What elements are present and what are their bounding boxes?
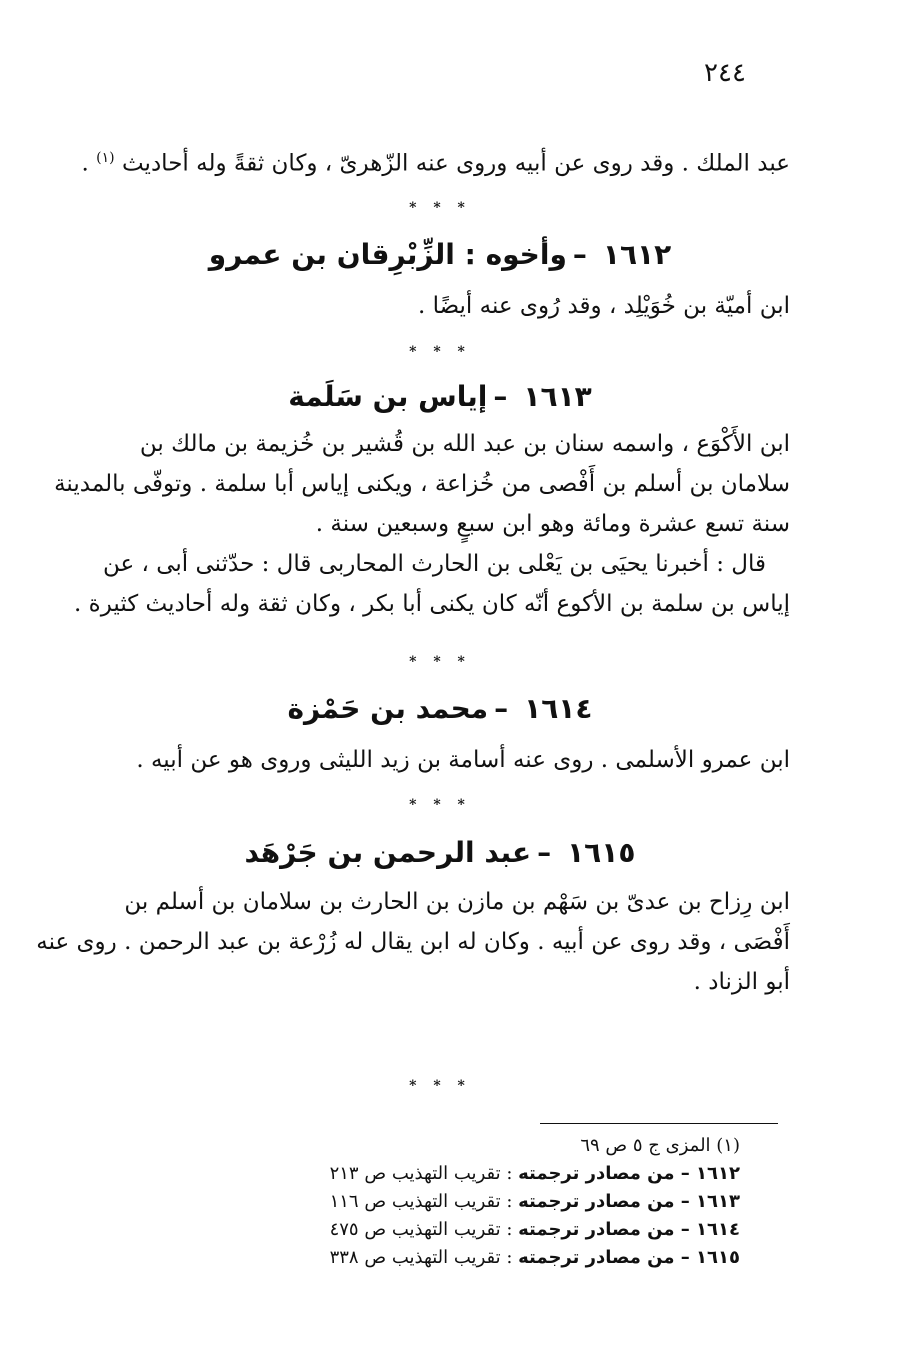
intro-end: . (81, 150, 97, 177)
body-line: ابن رِزاح بن عدىّ بن سَهْم بن مازن بن الحارث بن سلامان بن أسلم بن (124, 889, 790, 915)
entry-number: ١٦١٥ (567, 836, 636, 869)
entry-title: محمد بن حَمْزة (287, 692, 489, 725)
body-line: سلامان بن أسلم بن أَفْصى من خُزاعة ، ويكنى إياس أبا سلمة . وتوفّى بالمدينة (54, 471, 790, 497)
footnote-text: : تقريب التهذيب ص ٤٧٥ (329, 1219, 519, 1240)
footnote-line: ١٦١٢ – من مصادر ترجمته : تقريب التهذيب ص ٢١٣ (329, 1163, 740, 1184)
body-line: ابن الأَكْوَع ، واسمه سنان بن عبد الله بن قُشير بن خُزيمة بن مالك بن (139, 431, 790, 457)
body-line: قال : أخبرنا يحيَى بن يَعْلى بن الحارث المحاربى قال : حدّثنى أبى ، عن (102, 551, 766, 577)
footnote-rule (540, 1123, 778, 1124)
footnote-line: ١٦١٥ – من مصادر ترجمته : تقريب التهذيب ص ٣٣٨ (329, 1247, 740, 1268)
entry-heading: ١٦١٢–وأخوه : الزِّبْرِقان بن عمرو (208, 238, 672, 271)
body-line: ابن أميّة بن خُوَيْلِد ، وقد رُوى عنه أيضًا . (417, 293, 790, 319)
separator-stars: * * * (409, 654, 471, 670)
footnote-label: من مصادر ترجمته (518, 1247, 675, 1268)
entry-title: إياس بن سَلَمة (288, 380, 488, 413)
separator-stars: * * * (409, 344, 471, 360)
separator-stars: * * * (409, 200, 471, 216)
page-number: ٢٤٤ (704, 58, 746, 88)
footnote-number: ١٦١٣ (696, 1191, 740, 1212)
entry-heading: ١٦١٥–عبد الرحمن بن جَرْهَد (244, 836, 636, 869)
footnote-text: : تقريب التهذيب ص ١١٦ (329, 1191, 519, 1212)
entry-number: ١٦١٢ (602, 238, 672, 271)
footnotes (300, 1132, 740, 1272)
separator-stars: * * * (409, 1078, 471, 1094)
separator-stars: * * * (409, 797, 471, 813)
footnote-ref: (١) (96, 150, 115, 166)
entry-title: وأخوه : الزِّبْرِقان بن عمرو (208, 238, 567, 271)
footnote-label: من مصادر ترجمته (518, 1191, 675, 1212)
entry-body (54, 424, 790, 624)
footnote-label: من مصادر ترجمته (518, 1219, 675, 1240)
body-line: إياس بن سلمة بن الأكوع أنّه كان يكنى أبا بكر ، وكان ثقة وله أحاديث كثيرة . (74, 591, 790, 617)
entry-body (90, 740, 790, 780)
entry-body (90, 286, 790, 326)
footnote-number: ١٦١٤ (696, 1219, 740, 1240)
body-line: أَفْصَى ، وقد روى عن أبيه . وكان له ابن يقال له زُرْعة بن عبد الرحمن . روى عنه (36, 929, 790, 955)
body-line: أبو الزناد . (693, 969, 790, 995)
entry-body (36, 882, 790, 1002)
intro-text: عبد الملك . وقد روى عن أبيه وروى عنه الزّهرىّ ، وكان ثقةً وله أحاديث (114, 150, 790, 177)
body-line: ابن عمرو الأسلمى . روى عنه أسامة بن زيد الليثى وروى هو عن أبيه . (136, 747, 790, 773)
footnote-text: : تقريب التهذيب ص ٣٣٨ (329, 1247, 519, 1268)
intro-paragraph (81, 138, 790, 184)
footnote-line: ١٦١٤ – من مصادر ترجمته : تقريب التهذيب ص ٤٧٥ (329, 1219, 740, 1240)
intro-line (81, 138, 790, 184)
footnote-label: من مصادر ترجمته (518, 1163, 675, 1184)
entry-number: ١٦١٤ (524, 692, 593, 725)
footnote-line: ١٦١٣ – من مصادر ترجمته : تقريب التهذيب ص ١١٦ (329, 1191, 740, 1212)
entry-heading: ١٦١٣–إياس بن سَلَمة (288, 380, 592, 413)
footnote-line: (١) المزى ج ٥ ص ٦٩ (580, 1135, 740, 1156)
footnote-number: ١٦١٥ (696, 1247, 740, 1268)
footnote-number: ١٦١٢ (696, 1163, 740, 1184)
entry-heading: ١٦١٤–محمد بن حَمْزة (287, 692, 593, 725)
footnote-text: : تقريب التهذيب ص ٢١٣ (329, 1163, 519, 1184)
entry-number: ١٦١٣ (523, 380, 592, 413)
entry-title: عبد الرحمن بن جَرْهَد (244, 836, 532, 869)
body-line: سنة تسع عشرة ومائة وهو ابن سبعٍ وسبعين سنة . (315, 511, 790, 537)
